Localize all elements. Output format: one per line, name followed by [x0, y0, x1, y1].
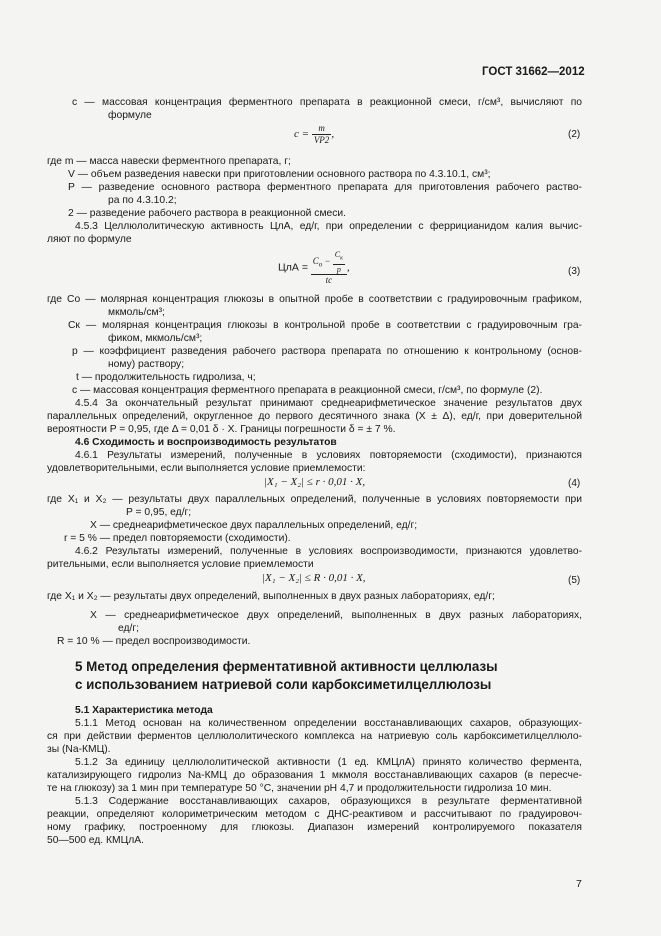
ck-definition-line1: Cк — молярная концентрация глюкозы в контрольной пробе в соответствии с градуировочным гра- — [68, 320, 582, 331]
formula-3-numerator — [311, 250, 347, 275]
t-definition: t — продолжительность гидролиза, ч; — [76, 372, 256, 383]
p461-line1: 4.6.1 Результаты измерений, полученные в условиях повторяемости (сходимости), признаются — [75, 450, 582, 461]
section-5-title-line2: с использованием натриевой соли карбоксиметилцеллюлозы — [75, 677, 492, 692]
p513-line4: 50—500 ед. КМЦлА. — [47, 835, 144, 846]
formula-3-inner-den: p — [336, 264, 341, 274]
p462-line2: рительными, если выполняется условие приемлемости — [47, 559, 314, 570]
p454-line3: вероятности P = 0,95, где Δ = 0,01 δ · X. Границы погрешности δ = ± 7 %. — [47, 424, 396, 435]
formula-5-number: (5) — [568, 575, 581, 586]
formula-2-numerator: m — [312, 123, 332, 135]
section-5-1-heading: 5.1 Характеристика метода — [75, 705, 213, 716]
p511-line3: зы (Na-КМЦ). — [47, 744, 111, 755]
co-definition-line2: мкмоль/см³; — [108, 307, 165, 318]
p513-line2: реакции, определяют колориметрическим методом с ДНС-реактивом и рассчитывают по градуировоч- — [47, 809, 582, 820]
c-definition-line2: формуле — [108, 110, 152, 121]
p512-line2: катализирующего гидролиз Na-КМЦ до образования 1 мкмоля восстанавливающих сахаров (в пересче- — [47, 770, 582, 781]
p512-line1: 5.1.2 За единицу целлюлолитической активности (1 ед. КМЦлА) принято количество фермента, — [75, 757, 582, 768]
x12-definition-line2: P = 0,95, ед/г; — [126, 507, 192, 518]
p511-line2: ся при действии ферментов целлюлолитического комплекса на натриевую соль карбоксиметилцеллюло- — [47, 731, 582, 742]
formula-3-inner-fraction — [333, 250, 345, 274]
x12b-definition: где X₁ и X₂ — результаты двух определений, выполненных в двух разных лабораториях, ед/г; — [47, 591, 495, 602]
standard-header: ГОСТ 31662—2012 — [482, 66, 585, 78]
formula-5: |X₁ − X₂| ≤ R · 0,01 · X, — [262, 572, 366, 584]
p462-line1: 4.6.2 Результаты измерений, полученные в условиях воспроизводимости, признаются удовлетво- — [75, 546, 582, 557]
p-definition-line2: ра по 4.3.10.2; — [108, 195, 177, 206]
p454-line1: 4.5.4 За окончательный результат принимают среднеарифметическое значение результатов двух — [75, 398, 582, 409]
p511-line1: 5.1.1 Метод основан на количественном определении восстанавливающих сахаров, образующих- — [75, 718, 582, 729]
section-4-6-heading: 4.6 Сходимость и воспроизводимость результатов — [75, 437, 337, 448]
two-definition: 2 — разведение рабочего раствора в реакционной смеси. — [68, 208, 347, 219]
formula-3-co: C — [312, 255, 319, 266]
formula-2-denominator: VP2 — [313, 135, 330, 145]
xbar2-definition-line1: X — среднеарифметическое двух определений, выполненных в двух разных лабораториях, — [90, 610, 582, 621]
formula-2-number: (2) — [568, 129, 581, 140]
formula-3-denominator: tc — [325, 274, 333, 285]
formula-3-inner-num: $C_к$ — [333, 250, 345, 265]
R-definition: R = 10 % — предел воспроизводимости. — [57, 636, 251, 647]
v-definition: V — объем разведения навески при приготовлении основного раствора по 4.3.10.1, см³; — [68, 169, 491, 180]
c-definition-line1: c — массовая концентрация ферментного препарата в реакционной смеси, г/см³, вычисляют по — [72, 97, 582, 108]
page-number: 7 — [576, 878, 582, 890]
p-coef-line2: ному) раствору; — [108, 359, 185, 370]
formula-2 — [294, 123, 334, 146]
p512-line3: те на глюкозу) за 1 мин при температуре 50 °С, значении pH 4,7 и продолжительности гидролиза 10 мин. — [47, 783, 552, 794]
formula-2-tail: , — [331, 128, 335, 141]
formula-3-number: (3) — [568, 266, 581, 277]
formula-3-tail: , — [346, 261, 350, 274]
r-definition: r = 5 % — предел повторяемости (сходимости). — [64, 533, 291, 544]
p461-line2: удовлетворительными, если выполняется условие приемлемости: — [47, 463, 366, 474]
p-coef-line1: p — коэффициент разведения рабочего раствора препарата по отношению к контрольному (основ- — [72, 346, 582, 357]
formula-3-minus: − — [324, 255, 331, 266]
p-definition-line1: P — разведение основного раствора ферментного препарата для приготовления рабочего раство- — [68, 182, 582, 193]
xbar-definition: X — среднеарифметическое двух параллельных определений, ед/г; — [90, 520, 418, 531]
xbar2-definition-line2: ед/г; — [118, 623, 139, 634]
formula-3-co-sub: о — [318, 260, 323, 269]
p513-line1: 5.1.3 Содержание восстанавливающих сахаров, образующихся в результате ферментативной — [75, 796, 582, 807]
where-m-line: где m — масса навески ферментного препарата, г; — [47, 156, 291, 167]
section-5-title-line1: 5 Метод определения ферментативной активности целлюлазы — [75, 659, 498, 674]
ck-definition-line2: фиком, мкмоль/см³; — [108, 333, 203, 344]
formula-4-number: (4) — [568, 478, 581, 489]
x12-definition-line1: где X₁ и X₂ — результаты двух параллельных определений, полученные в условиях повторяемости при — [47, 494, 582, 505]
co-definition-line1: где Cо — молярная концентрация глюкозы в опытной пробе в соответствии с градуировочным графиком, — [47, 294, 582, 305]
formula-3-fraction — [311, 250, 347, 286]
formula-2-lhs: c = — [294, 128, 310, 141]
c-definition-again: c — массовая концентрация ферментного препарата в реакционной смеси, г/см³, по формуле (2). — [72, 385, 543, 396]
p453-line2: ляют по формуле — [47, 234, 132, 245]
p513-line3: ному графику, построенному для глюкозы. Диапазон измерений контролируемого показателя — [47, 822, 582, 833]
formula-2-fraction — [312, 123, 335, 146]
formula-3-lhs: ЦлА = — [278, 261, 308, 274]
formula-4: |X₁ − X₂| ≤ r · 0,01 · X, — [264, 476, 366, 488]
p454-line2: параллельных определений, округленное до первого десятичного знака (X ± Δ), ед/г, при доверительной — [47, 411, 582, 422]
formula-3 — [278, 250, 350, 286]
p453-line1: 4.5.3 Целлюлолитическую активность ЦлА, ед/г, при определении с феррицианидом калия вычис- — [75, 221, 582, 232]
